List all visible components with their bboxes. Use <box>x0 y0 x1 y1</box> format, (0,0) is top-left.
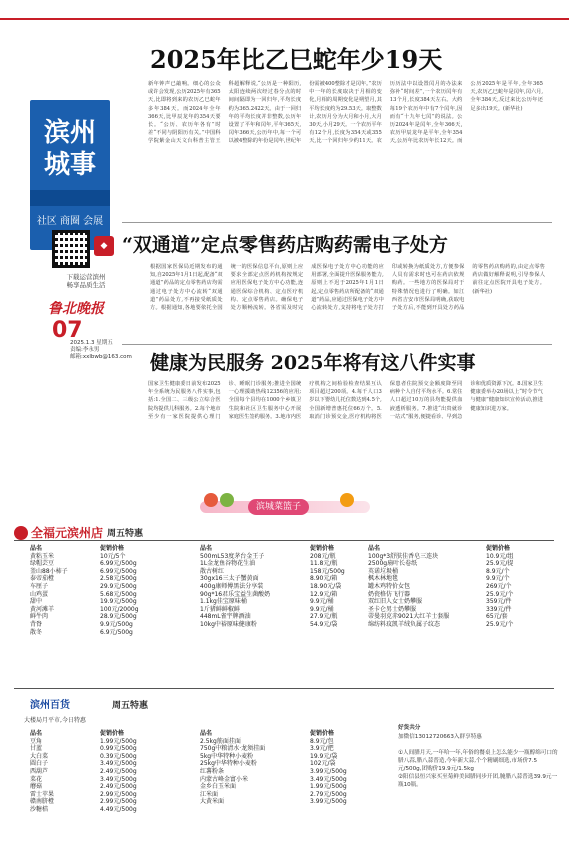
table-header <box>30 545 175 553</box>
table-row <box>200 598 375 606</box>
shop2-price-table-1 <box>30 730 175 814</box>
item-name: 90g*16君乐宝益生菌酸奶 <box>200 590 271 598</box>
item-name: 西葫芦 <box>30 767 49 775</box>
section-masthead <box>30 100 110 250</box>
item-price: 3.9元/把 <box>310 745 334 753</box>
col-header-price: 促销价格 <box>100 545 125 552</box>
table-header <box>200 730 375 738</box>
item-price: 2.49元/500g <box>100 783 137 791</box>
divider-1 <box>122 222 552 223</box>
shop1-logo-icon <box>14 526 28 540</box>
item-price: 102元/袋 <box>310 760 336 768</box>
table-row <box>30 745 175 753</box>
item-name: 豆角 <box>30 737 43 745</box>
article2-headline: “双通道”定点零售药店购药需电子处方 <box>122 234 448 256</box>
table-row <box>368 560 551 568</box>
item-price: 359元/件 <box>486 598 512 606</box>
col-header-name: 品名 <box>30 545 43 552</box>
item-price: 9.9元/个 <box>486 575 510 583</box>
col-header-price: 促销价格 <box>310 730 335 737</box>
masthead-subtitle: 社区 商圈 会展 <box>36 216 104 227</box>
shop1-price-table-3 <box>368 545 551 629</box>
item-name: 红薯粉条 <box>200 767 225 775</box>
item-price: 9.9元/桶 <box>310 605 334 613</box>
item-price: 8.90元/箱 <box>310 575 338 583</box>
item-price: 208元/瓶 <box>310 552 336 560</box>
qr-caption: 下载运营滨州 畅享品质生活 <box>66 273 106 289</box>
item-name: 10kg中裕原味健康粉 <box>200 620 257 628</box>
grocery-banner <box>200 493 370 517</box>
item-price: 19.9元/袋 <box>310 752 338 760</box>
banner-title: 滨城菜篮子 <box>248 499 309 515</box>
top-red-stripe <box>0 18 569 20</box>
item-price: 10元/5个 <box>100 552 126 560</box>
item-price: 65元/套 <box>486 613 508 621</box>
table-row <box>200 613 375 621</box>
item-name: 大白菜 <box>30 752 49 760</box>
table-row <box>368 598 551 606</box>
item-price: 11.8元/瓶 <box>310 560 338 568</box>
item-name: 400g康师傅黑法分享装 <box>200 582 264 590</box>
divider-2 <box>122 344 552 345</box>
item-price: 29.9元/500g <box>100 582 137 590</box>
table-row <box>30 575 175 583</box>
shop2-notes: 加微信13012720663入群享特惠 ①人间腊月天,一年哈一年,年俗的餐桌上怎么能少一瓶醇绵可口的腊八蒜,腊八蒜普造,今年新大蒜,个个精刷细选,市场价7.5元/500g,团购价19.9元/1.5kg ②阳信县恒兴家买至菊鲜美园腊同步开团,腌腊八蒜普选39.9元一瓶10瓶。 <box>398 734 558 788</box>
item-price: 9.9元/500g <box>100 620 133 628</box>
table-row <box>30 768 175 776</box>
shop1-price-table-2 <box>200 545 375 629</box>
item-price: 12.9元/箱 <box>310 590 338 598</box>
item-name: 赣南脐橙 <box>30 798 55 806</box>
table-row <box>200 583 375 591</box>
table-row <box>368 575 551 583</box>
shop1-header <box>14 522 143 541</box>
table-row <box>30 583 175 591</box>
item-price: 3.99元/500g <box>310 767 347 775</box>
table-row <box>30 621 175 629</box>
item-name: 山鸡蛋 <box>30 590 49 598</box>
table-row <box>30 613 175 621</box>
item-price: 6.99元/500g <box>100 567 137 575</box>
item-name: 英诺垃圾桶 <box>368 567 399 575</box>
item-name: 100g*3舒肤佳香皂三连块 <box>368 552 439 560</box>
table-row <box>200 791 375 799</box>
item-name: 江米面 <box>200 790 219 798</box>
shop2-notes-header: 好货共分 <box>398 725 421 731</box>
item-price: 1.99元/500g <box>100 737 137 745</box>
item-name: 448mL雀宇牌酒油 <box>200 613 251 621</box>
carrot-icon <box>340 493 354 507</box>
item-name: 罐木鸡特价女包 <box>368 582 411 590</box>
col-header-name: 品名 <box>200 730 213 737</box>
table-row <box>30 629 175 637</box>
item-name: 散冬 <box>30 628 43 636</box>
article2-body: 根据国家医保局近期发布的通知,自2025年1月1日起,配备“双通道”药品的定点零售药店均需通过电子处方中心流转“双通道”药品处方,不再接受纸质处方。根据通知,各地要依托全国统一的医保信息平台,原则上应要求全部定点医药机构按规定应用医保电子处方中心功能,连通医保综合机构、定点医疗机构、定点零售药店。确保电子处方顺畅流转。各省需及时完成医保电子处方中心功能的应用部署,全面提升医保服务能力,原则上不迟于2025年1月1日起,定点零售药店所配备的“双通道”药品,应通过医保电子处方中心流转处方,支持将电子处方打印或转换为纸质处方,方便参保人员有需求时也可在药店依规购药。一些地方的医保局对于特殊情况也进行了明确。如江西省吉安市医保局明确,获取电子处方后,不能到开具处方药品的零售药店购药的,由定点零售药店做好解释说明,引导参保人前往定点医院开具电子处方。(新华社) <box>150 264 545 312</box>
item-price: 2.99元/500g <box>100 798 137 806</box>
item-name: 奶瓷格仿飞行器 <box>368 590 411 598</box>
table-row <box>368 613 551 621</box>
item-name: 蒂曼羽克赤9021大红羊士套服 <box>368 613 450 621</box>
item-price: 269元/个 <box>486 582 512 590</box>
item-price: 25.9元/个 <box>486 590 514 598</box>
item-name: 金乡白玉米面 <box>200 783 237 791</box>
item-price: 19.9元/500g <box>100 598 137 606</box>
cabbage-icon <box>220 493 234 507</box>
item-name: 车厘子 <box>30 582 49 590</box>
item-name: 750g中粮清水·龙须挂面 <box>200 745 266 753</box>
item-price: 4.49元/500g <box>100 805 137 813</box>
col-header-price: 促销价格 <box>310 545 335 552</box>
table-row <box>30 560 175 568</box>
table-row <box>200 783 375 791</box>
article1-headline: 2025年比乙巳蛇年少19天 <box>150 45 443 74</box>
item-name: 圆白子 <box>30 760 49 768</box>
item-price: 27.9元/瓶 <box>310 613 338 621</box>
tomato-icon <box>204 493 218 507</box>
shop1-bottom-rule <box>14 688 554 689</box>
item-price: 5.68元/500g <box>100 590 137 598</box>
table-row <box>30 738 175 746</box>
article3-headline: 健康为民服务 2025年将有这八件实事 <box>150 352 476 374</box>
table-row <box>200 560 375 568</box>
table-row <box>200 798 375 806</box>
item-price: 28.9元/500g <box>100 613 137 621</box>
table-row <box>368 583 551 591</box>
table-row <box>200 745 375 753</box>
page-number: 07 <box>52 318 83 343</box>
shop1-top-rule <box>14 540 554 541</box>
item-name: 2.5kg筋面挂面 <box>200 737 241 745</box>
item-name: 蘑菇 <box>30 783 43 791</box>
item-price: 3.49元/500g <box>310 775 347 783</box>
shop2-header <box>24 693 149 724</box>
item-price: 8.9元/个 <box>486 567 510 575</box>
brand-logo: 鲁北晚报 <box>48 301 104 317</box>
col-header-price: 促销价格 <box>486 545 511 552</box>
item-price: 3.99元/500g <box>310 798 347 806</box>
col-header-name: 品名 <box>30 730 43 737</box>
item-price: 1.99元/500g <box>310 783 347 791</box>
article1-body: 新年钟声已敲响。细心的公众或许会发现,公历2025年有365天,比即将到来的农历乙巳蛇年多年384天。而2024年全年366天,比甲辰龙年的354天要长。“公历、农历年各有”时差“不同与阴阳历有关。”中国科学院紫金山天文台科普主管王科超解释说,“公历是一种阳历,太阳连续两次经过春分点的时间间隔即为一回归年,平均长度约为365.2422天。由于一回归年的平均长度并非整数,公历年设置了平年和闰年,平年365天,闰年366天,公历年中,每一个可以被4整除的年份是闰年,世纪年份需被400整除才是闰年。”农历中一年的长度取决于月相的变化,月相的周期变化是朔望月,其平均长度约为29.53天。取整数计,农历月分为大月和小月,大月30天,小月29天。一个农历平年有12个月,长度为354天或355天,比一个回归年少约11天。农历历法中以设置闰月的办法来弥补“时间差”,一个农历闰年有13个月,长度384天左右。大约每19个农历年中有7个闰年,因而有“十九年七闰”的说法。公历2024年是闰年,全年366天,农历甲辰龙年是平年,全年354天,公历年比农历年长12天。而公历2025年是平年,全年365天,农历乙巳蛇年是闰年,闰六月,全年384天,反过来比公历年还足多出19天。(新华社) <box>148 81 543 145</box>
item-name: 釜山88小柿子 <box>30 567 68 575</box>
item-name: 绵纺料玟凯羊绒负属子纹态 <box>368 620 441 628</box>
item-name: 双红旧人女士奶攀服 <box>368 598 423 606</box>
item-name: 枫木林地毯 <box>368 575 399 583</box>
item-price: 2.79元/500g <box>310 790 347 798</box>
item-name: 500mL53度茅台金王子 <box>200 552 265 560</box>
item-price: 158元/500g <box>310 567 345 575</box>
masthead-deco <box>30 190 110 206</box>
col-header-name: 品名 <box>200 545 213 552</box>
shop2-price-table-2 <box>200 730 375 806</box>
item-price: 2.58元/500g <box>100 575 137 583</box>
col-header-name: 品名 <box>368 545 381 552</box>
item-price: 8.9元/包 <box>310 737 334 745</box>
item-price: 2.49元/500g <box>100 767 137 775</box>
qr-code-icon[interactable] <box>52 230 90 268</box>
item-price: 6.99元/500g <box>100 560 137 568</box>
item-price: 100元/2000g <box>100 605 139 613</box>
item-name: 甘蓝 <box>30 745 43 753</box>
item-price: 3.49元/500g <box>100 775 137 783</box>
table-row <box>30 783 175 791</box>
item-price: 339元/件 <box>486 605 512 613</box>
item-price: 9.9元/桶 <box>310 598 334 606</box>
table-row <box>30 776 175 784</box>
item-price: 10.9元/组 <box>486 552 514 560</box>
table-row <box>30 753 175 761</box>
table-row <box>200 575 375 583</box>
item-price: 2.99元/500g <box>100 790 137 798</box>
item-price: 0.99元/500g <box>100 745 137 753</box>
top-banner <box>0 0 569 22</box>
page-meta: 2025.1.3 星期五 责编:李永男 邮箱:xxlbwb@163.com <box>70 340 132 360</box>
item-price: 3.49元/500g <box>100 760 137 768</box>
table-row <box>30 806 175 814</box>
item-name: 30gx16三太子蟹黄面 <box>200 575 259 583</box>
table-row <box>30 798 175 806</box>
app-logo-icon: ◆ <box>94 236 114 256</box>
item-name: 黄河滩羊 <box>30 605 55 613</box>
item-price: 6.9元/500g <box>100 628 133 636</box>
item-name: 1L金龙鱼谷物花生油 <box>200 560 256 568</box>
table-row <box>368 621 551 629</box>
item-price: 25.9元/个 <box>486 620 514 628</box>
item-name: 5kg中华特种小麦粉 <box>200 752 254 760</box>
table-header <box>30 730 175 738</box>
item-name: 大黄米面 <box>200 798 225 806</box>
shop2-subtitle: 大楼局月平市,今日特惠 <box>24 717 86 724</box>
item-name: 25kg中华特种小麦粉 <box>200 760 257 768</box>
table-row <box>200 760 375 768</box>
item-name: 1斤猪鲜鲜椒鲜 <box>200 605 240 613</box>
item-name: 圣卡仑男士奶攀服 <box>368 605 417 613</box>
item-name: 散古树红 <box>200 567 225 575</box>
table-row <box>30 606 175 614</box>
shop1-name: 全福元滨州店 <box>31 526 104 540</box>
table-row <box>30 591 175 599</box>
item-price: 25.9元/提 <box>486 560 514 568</box>
shop2-promo: 周五特惠 <box>112 701 149 711</box>
table-row <box>30 760 175 768</box>
item-price: 18.90元/袋 <box>310 582 342 590</box>
item-name: 1.1kg佳宝原味桶 <box>200 598 247 606</box>
table-row <box>200 768 375 776</box>
col-header-price: 促销价格 <box>100 730 125 737</box>
table-row <box>30 598 175 606</box>
item-name: 泰帝茄橙 <box>30 575 55 583</box>
item-name: 沙糖桔 <box>30 805 49 813</box>
masthead-line2: 城事 <box>43 150 96 180</box>
item-name: 内蒙古峰金富小米 <box>200 775 249 783</box>
table-row <box>200 621 375 629</box>
item-name: 菜花 <box>30 775 43 783</box>
table-header <box>200 545 375 553</box>
item-name: 雷士苹果 <box>30 790 55 798</box>
masthead-line1: 滨州 <box>43 118 96 148</box>
shop1-promo: 周五特惠 <box>107 529 144 539</box>
table-header <box>368 545 551 553</box>
article3-body: 国家卫生健康委日前发布2025年全系统为民服务八件实事,包括:1.全国二、三级公立综合医院均提供儿科服务。2.每个地市至少有一家医院提供心理门诊、睡眠门诊服务;推进全国统一心理援助热线12356的应用;全国每个县均在1000个乡镇卫生院和社区卫生服务中心开展家庭医生签约服务。3.地市内医疗机构之间检验检查结果互认项目超过200项。4.每千人口3岁以下婴幼儿托位数达到4.5个,全国新增普惠托位66万个。5.取消门诊预交金,医疗机构将医保患者住院预交金额度降至同病种个人自付平均水平。6.常住人口超过10万的县均能提供血液透析服务。7.推进“出贵就诊一站式”服务,便捷看诊、早到急诊和优质资源下沉。8.国家卫生健康委举办20场以上“时令节气与健康”健康知识宣传活动,推进健康知识进万家。 <box>148 381 543 420</box>
item-name: 绿帽芸豆 <box>30 560 55 568</box>
item-name: 背脊 <box>30 620 43 628</box>
item-name: 2500g扇叶长卷纸 <box>368 560 418 568</box>
item-name: 甜中 <box>30 598 43 606</box>
item-price: 0.39元/500g <box>100 752 137 760</box>
item-name: 鲜牛肉 <box>30 613 49 621</box>
item-name: 黄粘玉米 <box>30 552 55 560</box>
shop2-logo: 滨州百货 <box>30 700 70 711</box>
shop1-price-table-1 <box>30 545 175 636</box>
item-price: 54.9元/袋 <box>310 620 338 628</box>
